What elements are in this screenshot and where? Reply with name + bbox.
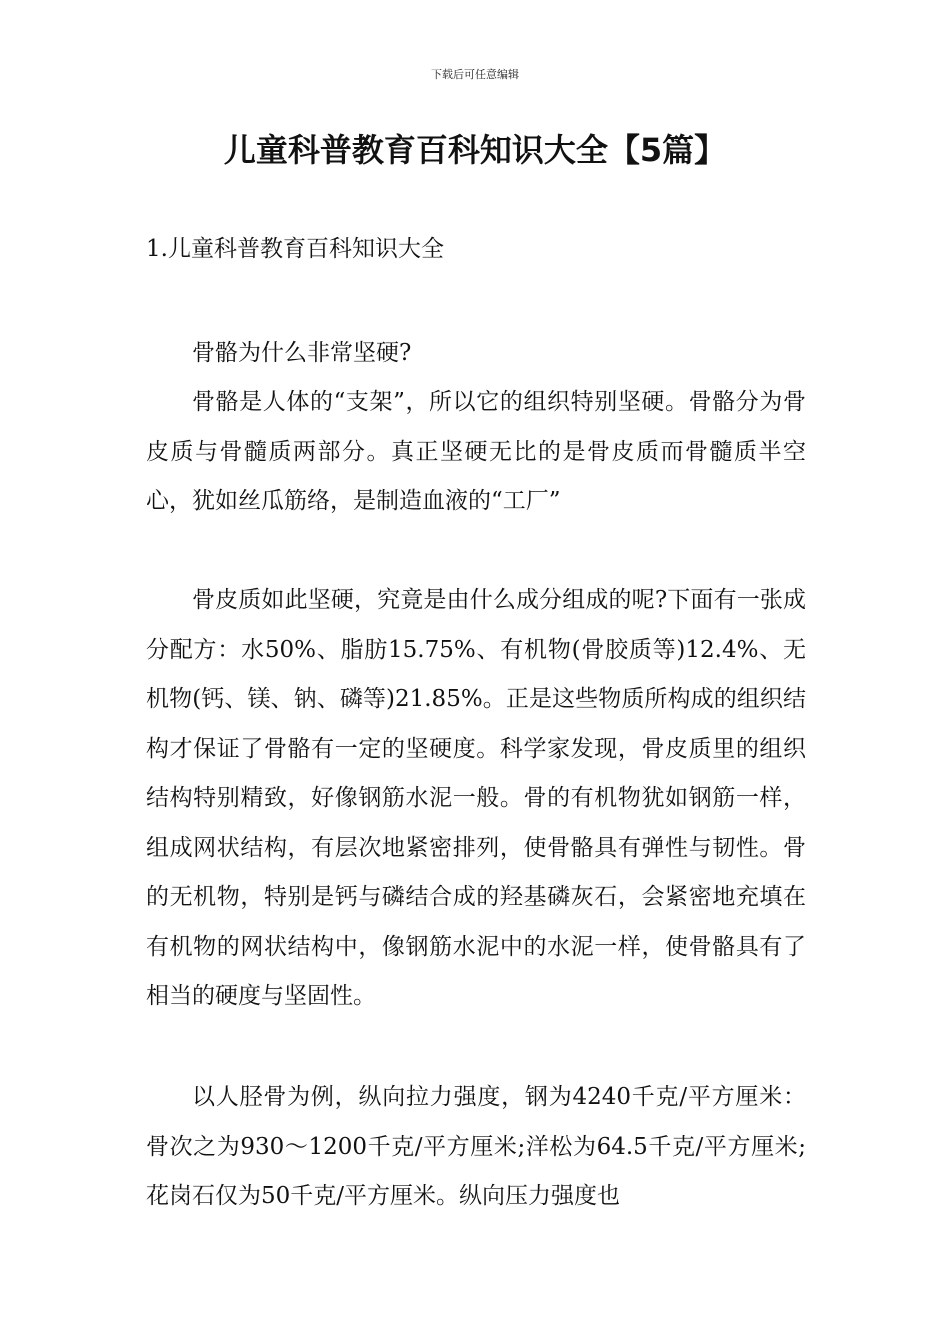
paragraph-question: 骨骼为什么非常坚硬? [192,340,412,366]
header-note: 下载后可任意编辑 [431,68,519,81]
paragraph-bone-structure: 骨骼是人体的“支架”，所以它的组织特别坚硬。骨骼分为骨皮质与骨髓质两部分。真正坚硬无比的是骨皮质而骨髓质半空心，犹如丝瓜筋络，是制造血液的“工厂” [146,389,806,514]
paragraph-tibia-strength: 以人胫骨为例，纵向拉力强度，钢为4240千克/平方厘米：骨次之为930～1200千克/平方厘米;洋松为64.5千克/平方厘米;花岗石仅为50千克/平方厘米。纵向压力强度也 [146,1084,806,1209]
section-heading: 1.儿童科普教育百科知识大全 [146,236,444,262]
document-title: 儿童科普教育百科知识大全【5篇】 [223,131,727,169]
paragraph-bone-composition: 骨皮质如此坚硬，究竟是由什么成分组成的呢?下面有一张成分配方：水50%、脂肪15.75%、有机物(骨胶质等)12.4%、无机物(钙、镁、钠、磷等)21.85%。正是这些物质所构成的组织结构才保证了骨骼有一定的坚硬度。科学家发现，骨皮质里的组织结构特别精致，好像钢筋水泥一般。骨的有机物犹如钢筋一样，组成网状结构，有层次地紧密排列，使骨骼具有弹性与韧性。骨的无机物，特别是钙与磷结合成的羟基磷灰石，会紧密地充填在有机物的网状结构中，像钢筋水泥中的水泥一样，使骨骼具有了相当的硬度与坚固性。 [146,587,806,1009]
